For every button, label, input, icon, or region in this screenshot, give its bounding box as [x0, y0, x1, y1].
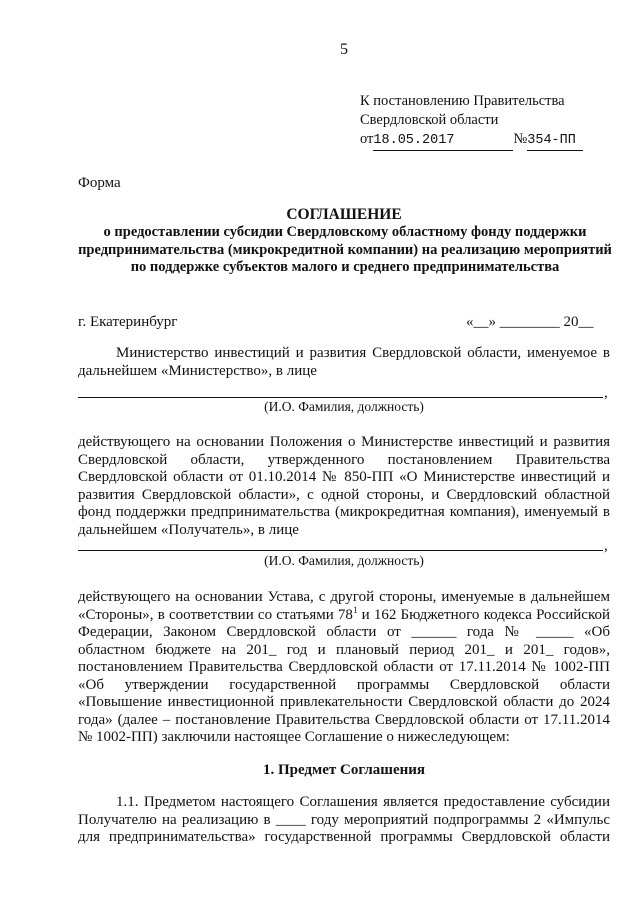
- comma-1: ,: [604, 385, 608, 401]
- article-superscript: 1: [352, 604, 358, 615]
- approval-date-row: [360, 130, 583, 151]
- caption-recipient: (И.О. Фамилия, должность): [264, 553, 424, 568]
- city: г. Екатеринбург: [78, 314, 178, 330]
- fill-line-recipient: [78, 550, 603, 551]
- date-placeholder: «__» ________ 20__: [466, 314, 594, 330]
- approval-line-1: К постановлению Правительства: [360, 93, 565, 109]
- form-label: Форма: [78, 175, 121, 191]
- document-title: СОГЛАШЕНИЕ: [286, 206, 402, 223]
- document-subtitle: о предоставлении субсидии Свердловскому областному фонду поддержки предпринимательства (микрокредитной компании) на реализацию мероприятий по поддержке субъектов малого и среднего предпринимательства: [78, 224, 612, 275]
- paragraph-charter-part-2: и 162 Бюджетного кодекса Российской Федерации, Законом Свердловской области от ______ года № _____ «Об областном бюджете на 201_ год и плановый период 201_ и 201_ годов», постановлением Правительства Свердловской области от 17.11.2014 № 1002-ПП «Об утверждении государственной программы Свердловской области «Повышение инвестиционной привлекательности Свердловской области до 2024 года» (далее – постановление Правительства Свердловской области от 17.11.2014 № 1002-ПП) заключили настоящее Соглашение о нижеследующем:: [78, 606, 610, 745]
- fill-line-ministry: [78, 397, 603, 398]
- approval-line-2: Свердловской области: [360, 112, 499, 128]
- paragraph-charter-part-1: действующего на основании Устава, с другой стороны, именуемые в дальнейшем «Стороны», в соответствии со статьями 78: [78, 589, 610, 623]
- section-1-title: 1. Предмет Соглашения: [262, 762, 426, 778]
- from-label: от: [360, 131, 374, 147]
- page-number: 5: [340, 41, 348, 58]
- paragraph-charter: [78, 589, 610, 747]
- number-label: №: [513, 131, 528, 147]
- approval-number: 354-ПП: [527, 131, 583, 151]
- caption-ministry: (И.О. Фамилия, должность): [264, 399, 424, 414]
- approval-date: 18.05.2017: [373, 131, 513, 151]
- comma-2: ,: [604, 538, 608, 554]
- approval-block: [360, 92, 583, 151]
- paragraph-basis: действующего на основании Положения о Министерстве инвестиций и развития Свердловской области, утвержденного постановлением Правительства Свердловской области от 01.10.2014 № 850-ПП «О Министерстве инвестиций и развития Свердловской области», с одной стороны, и Свердловский областной фонд поддержки предпринимательства (микрокредитная компания), именуемый в дальнейшем «Получатель», в лице: [78, 434, 610, 538]
- paragraph-ministry: Министерство инвестиций и развития Свердловской области, именуемое в дальнейшем «Министерство», в лице: [78, 345, 610, 379]
- paragraph-subject: 1.1. Предметом настоящего Соглашения является предоставление субсидии Получателю на реализацию в ____ году мероприятий подпрограммы 2 «Импульс для предпринимательства» государственной программы Свердловской области: [78, 794, 610, 845]
